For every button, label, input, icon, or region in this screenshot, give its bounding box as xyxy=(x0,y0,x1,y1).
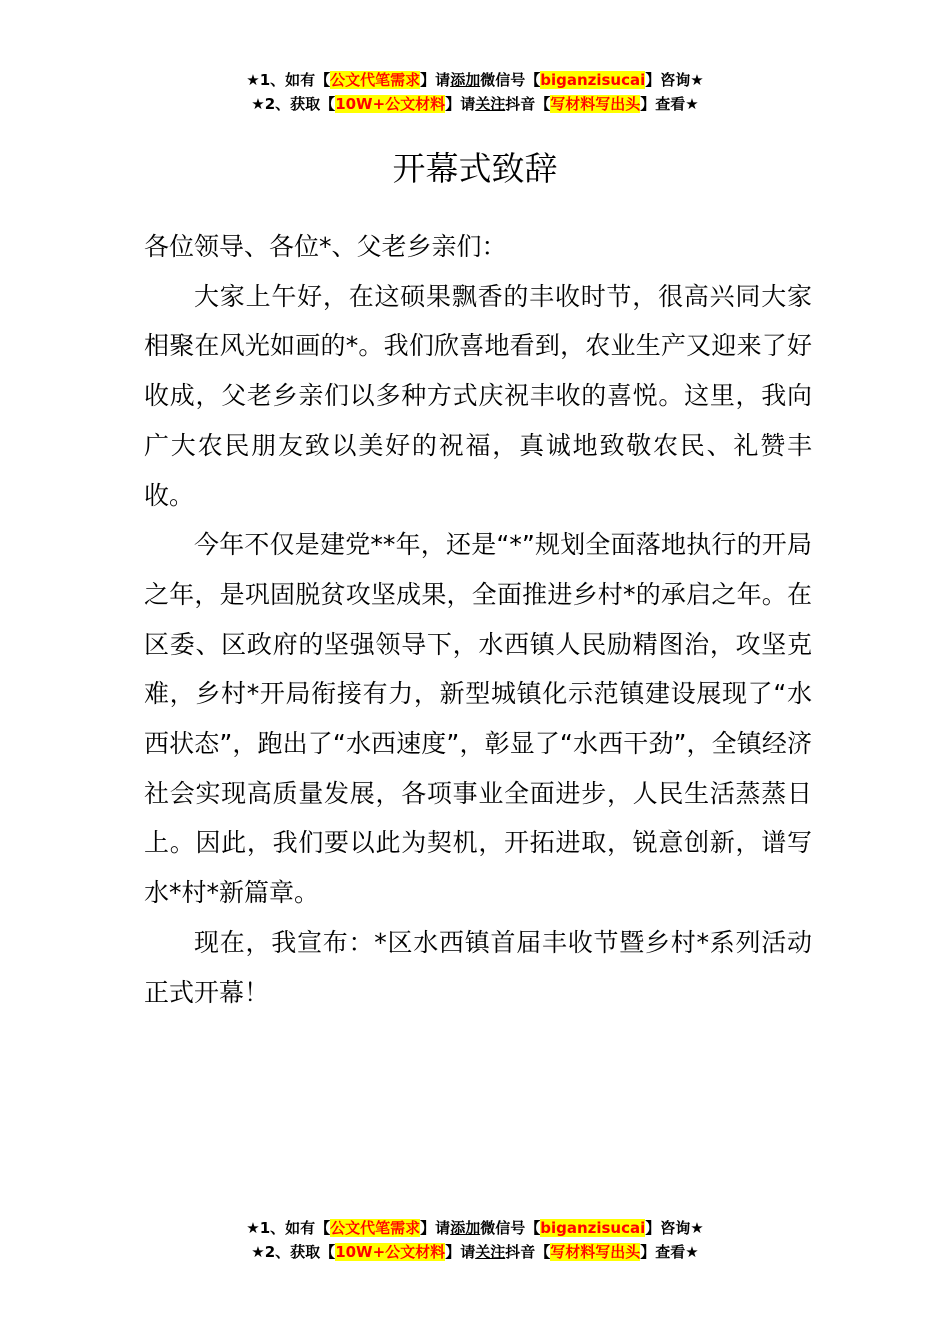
banner-line-2 xyxy=(0,92,950,116)
banner-text: ★2、获取【 xyxy=(251,95,336,113)
banner-highlight: 公文代笔需求 xyxy=(330,71,421,89)
banner-text: 】请 xyxy=(445,95,476,113)
document-body xyxy=(144,222,812,1017)
banner-text: ★2、获取【 xyxy=(251,1243,336,1261)
banner-highlight: 写材料写出头 xyxy=(550,1243,641,1261)
banner-text: 】查看★ xyxy=(640,1243,699,1261)
banner-text: 微信号【 xyxy=(480,71,541,89)
banner-text: 】请 xyxy=(420,1219,451,1237)
banner-text: ★1、如有【 xyxy=(246,1219,331,1237)
banner-text: 】查看★ xyxy=(640,95,699,113)
banner-highlight: biganzisucai xyxy=(540,71,646,89)
banner-underline: 添加 xyxy=(450,71,481,89)
banner-line-2 xyxy=(0,1240,950,1264)
banner-text: 】咨询★ xyxy=(645,1219,704,1237)
document-title: 开幕式致辞 xyxy=(392,149,558,189)
paragraph: 大家上午好，在这硕果飘香的丰收时节，很高兴同大家相聚在风光如画的*。我们欣喜地看到，农业生产又迎来了好收成，父老乡亲们以多种方式庆祝丰收的喜悦。这里，我向广大农民朋友致以美好的祝福，真诚地致敬农民、礼赞丰收。 xyxy=(144,281,812,510)
banner-highlight: biganzisucai xyxy=(540,1219,646,1237)
banner-underline: 关注 xyxy=(475,95,506,113)
banner-highlight: 10W+公文材料 xyxy=(335,1243,446,1261)
banner-highlight: 写材料写出头 xyxy=(550,95,641,113)
paragraph: 现在，我宣布：*区水西镇首届丰收节暨乡村*系列活动正式开幕！ xyxy=(144,927,812,1007)
banner-text: 抖音【 xyxy=(505,95,551,113)
banner-text: 】请 xyxy=(445,1243,476,1261)
paragraph: 今年不仅是建党**年，还是“*”规划全面落地执行的开局之年，是巩固脱贫攻坚成果，全面推进乡村*的承启之年。在区委、区政府的坚强领导下，水西镇人民励精图治，攻坚克难，乡村*开局衔接有力，新型城镇化示范镇建设展现了“水西状态”，跑出了“水西速度”，彰显了“水西干劲”，全镇经济社会实现高质量发展，各项事业全面进步，人民生活蒸蒸日上。因此，我们要以此为契机，开拓进取，锐意创新，谱写水*村*新篇章。 xyxy=(144,530,812,908)
banner-underline: 关注 xyxy=(475,1243,506,1261)
banner-text: 】咨询★ xyxy=(645,71,704,89)
banner-text: 抖音【 xyxy=(505,1243,551,1261)
header-banner xyxy=(0,68,950,116)
salutation: 各位领导、各位*、父老乡亲们： xyxy=(144,232,507,261)
banner-line-1 xyxy=(0,68,950,92)
banner-text: 】请 xyxy=(420,71,451,89)
banner-line-1 xyxy=(0,1216,950,1240)
banner-highlight: 10W+公文材料 xyxy=(335,95,446,113)
banner-text: ★1、如有【 xyxy=(246,71,331,89)
banner-text: 微信号【 xyxy=(480,1219,541,1237)
footer-banner xyxy=(0,1216,950,1264)
banner-highlight: 公文代笔需求 xyxy=(330,1219,421,1237)
banner-underline: 添加 xyxy=(450,1219,481,1237)
